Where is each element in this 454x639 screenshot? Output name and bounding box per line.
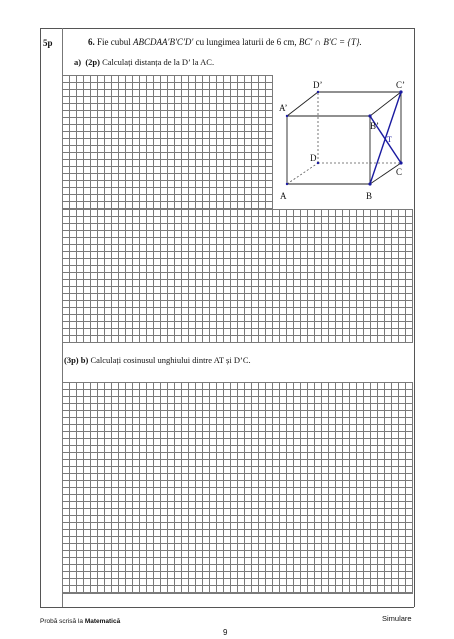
frame-left-border — [40, 28, 41, 607]
part-a-points: (2p) — [85, 57, 100, 67]
part-b-text: Calculați cosinusul unghiului dintre AT și D’C. — [90, 355, 251, 365]
edge-AD — [287, 163, 318, 184]
label-D1: D’ — [313, 80, 323, 90]
problem-points: 5p — [43, 38, 53, 48]
answer-grid-b[interactable] — [62, 382, 413, 594]
label-A: A — [280, 191, 287, 201]
cube-name: ABCDAA′B′C′D′ — [133, 37, 194, 47]
vertex-C1 — [399, 90, 402, 93]
part-b-label: b) — [80, 355, 89, 365]
label-A1: A’ — [279, 103, 288, 113]
footer-subject: Matematică — [84, 618, 121, 625]
edge-A1D1 — [287, 92, 318, 116]
problem-statement — [88, 37, 362, 47]
label-B1: B’ — [370, 121, 379, 131]
vertex-B1 — [368, 114, 371, 117]
frame-bottom-border — [40, 607, 414, 608]
vertex-A — [286, 183, 288, 185]
label-T: T — [387, 135, 392, 144]
footer-exam-prefix: Probă scrisă la — [40, 618, 83, 625]
label-C1: C’ — [396, 80, 405, 90]
label-C: C — [396, 167, 403, 177]
footer-exam-name — [40, 618, 120, 625]
page-number: 9 — [223, 628, 228, 637]
problem-number: 6. — [88, 37, 95, 47]
answer-grid-a-left[interactable] — [62, 75, 273, 209]
part-b-points: (3p) — [64, 355, 79, 365]
vertex-A1 — [286, 115, 288, 117]
part-a-label: a) — [74, 57, 82, 67]
label-B: B — [366, 191, 373, 201]
vertex-D — [317, 162, 319, 164]
vertex-C — [399, 161, 402, 164]
answer-grid-a-lower[interactable] — [62, 209, 413, 343]
footer-exam-type: Simulare — [382, 614, 412, 623]
label-D: D — [310, 153, 317, 163]
problem-text-prefix: Fie cubul — [97, 37, 131, 47]
part-b-question — [64, 355, 251, 365]
frame-right-border — [414, 28, 415, 607]
part-a-text: Calculați distanța de la D’ la AC. — [102, 57, 215, 67]
cube-figure — [273, 76, 413, 209]
vertex-D1 — [317, 91, 319, 93]
problem-text-middle: cu lungimea laturii de 6 cm, — [195, 37, 297, 47]
part-a-question — [74, 57, 214, 67]
frame-top-border — [40, 28, 414, 29]
intersection-condition: BC′ ∩ B′C = {T}. — [298, 37, 362, 47]
vertex-B — [368, 182, 371, 185]
